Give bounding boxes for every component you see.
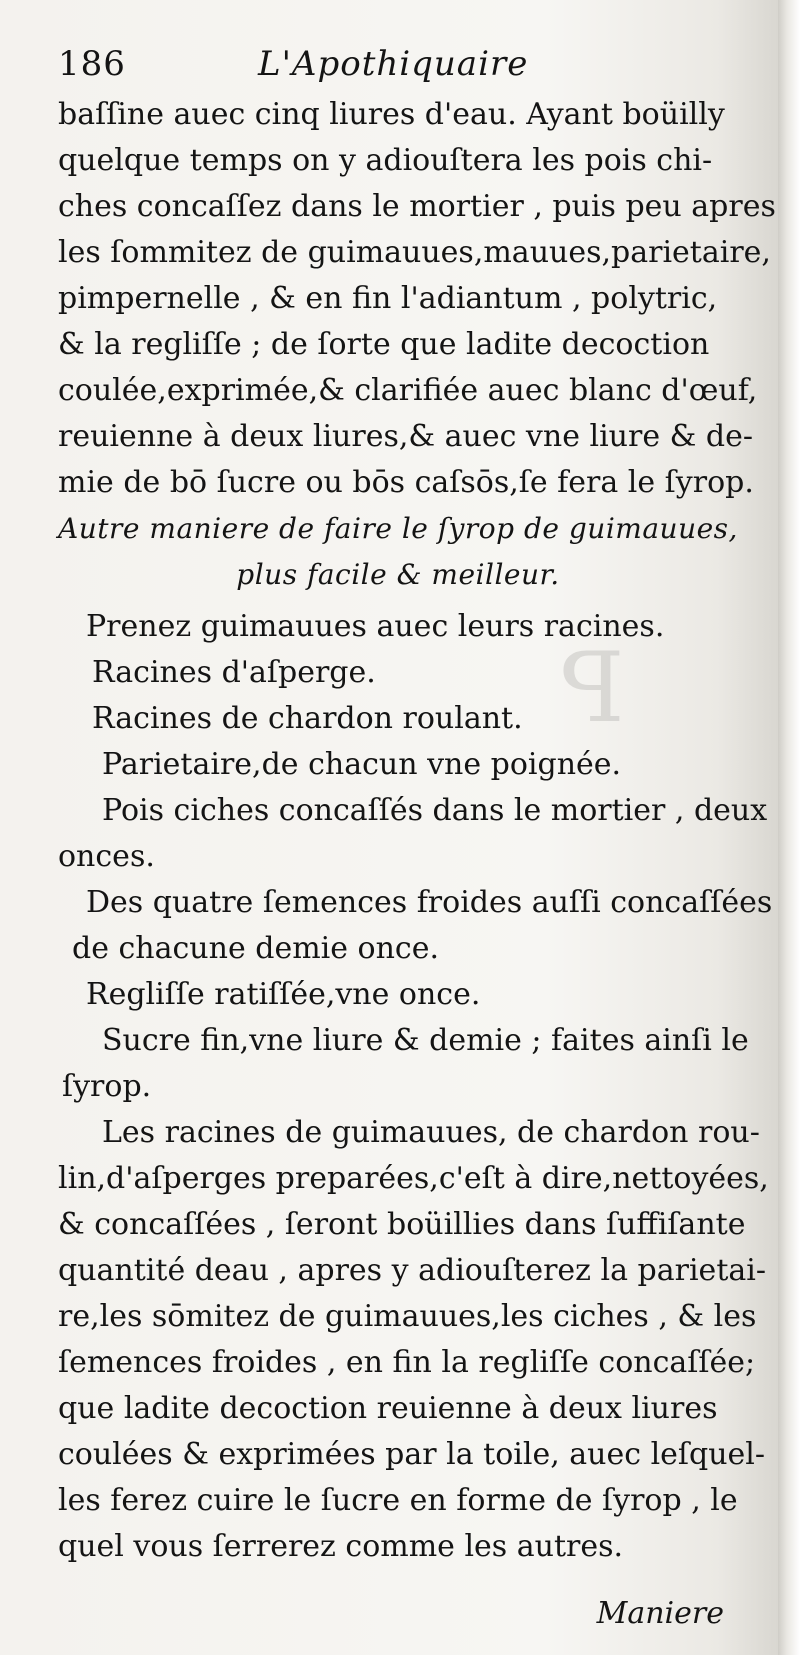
recipe-line: Des quatre ſemences froides auſſi concaſſées [86, 885, 773, 920]
text-line: & concaſſées , ſeront boüillies dans ſuffiſante [58, 1207, 746, 1242]
text-line: coulée,exprimée,& clarifiée auec blanc d'œuf, [58, 373, 758, 408]
recipe-line: Pois ciches concaſſés dans le mortier , deux [102, 793, 768, 828]
text-line: quantité deau , apres y adiouſterez la parietai- [58, 1253, 766, 1288]
text-line: mie de bō ſucre ou bōs caſsōs,ſe fera le ſyrop. [58, 465, 754, 500]
recipe-line: Racines d'aſperge. [92, 655, 376, 690]
page-edge-shadow [778, 0, 800, 1655]
recipe-line: ſyrop. [62, 1069, 152, 1104]
recipe-line: Parietaire,de chacun vne poignée. [102, 747, 622, 782]
text-line: coulées & exprimées par la toile, auec leſquel- [58, 1437, 766, 1472]
recipe-line: Regliſſe ratiſſée,vne once. [86, 977, 481, 1012]
show-through-text: P [560, 640, 625, 744]
text-line: que ladite decoction reuienne à deux liures [58, 1391, 718, 1426]
recipe-line: de chacune demie once. [72, 931, 440, 966]
recipe-line: Prenez guimauues auec leurs racines. [86, 609, 665, 644]
text-line: pimpernelle , & en fin l'adiantum , polytric, [58, 281, 718, 316]
text-line: ches concaſſez dans le mortier , puis peu apres [58, 189, 776, 224]
section-heading-line: Autre maniere de faire le ſyrop de guimauues, [58, 512, 738, 545]
recipe-line: Racines de chardon roulant. [92, 701, 523, 736]
text-line: lin,d'aſperges preparées,c'eſt à dire,nettoyées, [58, 1161, 769, 1196]
text-line: re,les sōmitez de guimauues,les ciches , & les [58, 1299, 757, 1334]
section-heading-line: plus facile & meilleur. [236, 558, 560, 591]
running-title: L'Apothiquaire [258, 44, 529, 84]
paragraph-method [58, 1110, 769, 1570]
text-line: baſſine auec cinq liures d'eau. Ayant boüilly [58, 97, 725, 132]
page-number: 186 [58, 44, 126, 84]
text-line: les ferez cuire le ſucre en forme de ſyrop , le [58, 1483, 738, 1518]
text-line: les ſommitez de guimauues,mauues,parietaire, [58, 235, 771, 270]
text-block [58, 92, 776, 1570]
recipe-line: Sucre fin,vne liure & demie ; faites ainſi le [102, 1023, 749, 1058]
text-line: quelque temps on y adiouſtera les pois chi- [58, 143, 713, 178]
text-line: & la regliſſe ; de ſorte que ladite decoction [58, 327, 710, 362]
text-line: ſemences froides , en fin la regliſſe concaſſée; [58, 1345, 756, 1380]
text-line: quel vous ſerrerez comme les autres. [58, 1529, 624, 1564]
catchword: Maniere [596, 1596, 724, 1631]
section-heading [58, 506, 738, 598]
text-line: Les racines de guimauues, de chardon rou- [102, 1115, 760, 1150]
recipe-list [58, 604, 773, 1110]
text-line: reuienne à deux liures,& auec vne liure & de- [58, 419, 753, 454]
paragraph-opening [58, 92, 776, 506]
recipe-line: onces. [58, 839, 155, 874]
